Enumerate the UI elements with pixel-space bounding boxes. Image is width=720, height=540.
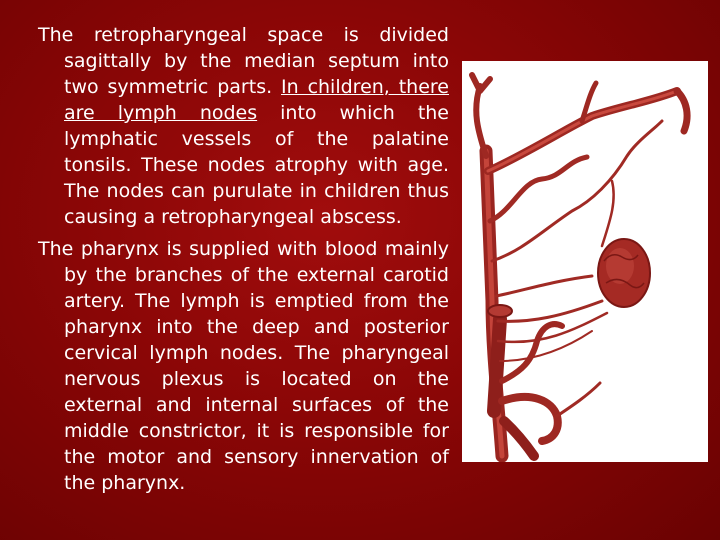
lower-artery-stump: [494, 319, 500, 411]
paragraph-1-rest: into which the lymphatic vessels of the palatine tonsils. These nodes atrophy with age. The nodes can purulate in children thus causing a retropharyngeal abscess.: [64, 102, 449, 228]
slide-text: [38, 22, 449, 502]
paragraph-retropharyngeal-space: [38, 22, 449, 230]
underlined-lymph-nodes-text: In children, there are lymph nodes: [64, 76, 449, 124]
artery-specimen-figure: [462, 61, 708, 462]
lower-loop-branch: [502, 324, 562, 381]
artery-specimen-illustration: [462, 61, 708, 462]
paragraph-blood-supply: The pharynx is supplied with blood mainly by the branches of the external carotid artery. The lymph is emptied from the pharynx into the deep and posterior cervical lymph nodes. The pharyngeal nervous plexus is located on the external and internal surfaces of the middle constrictor, it is responsible for the motor and sensory innervation of the pharynx.: [38, 238, 449, 494]
paragraph-1-intro: The retropharyngeal space is divided sagittally by the median septum into two symmetric parts.: [38, 24, 449, 98]
upper-left-branch: [472, 75, 490, 156]
lymph-node-shape: [598, 239, 650, 307]
